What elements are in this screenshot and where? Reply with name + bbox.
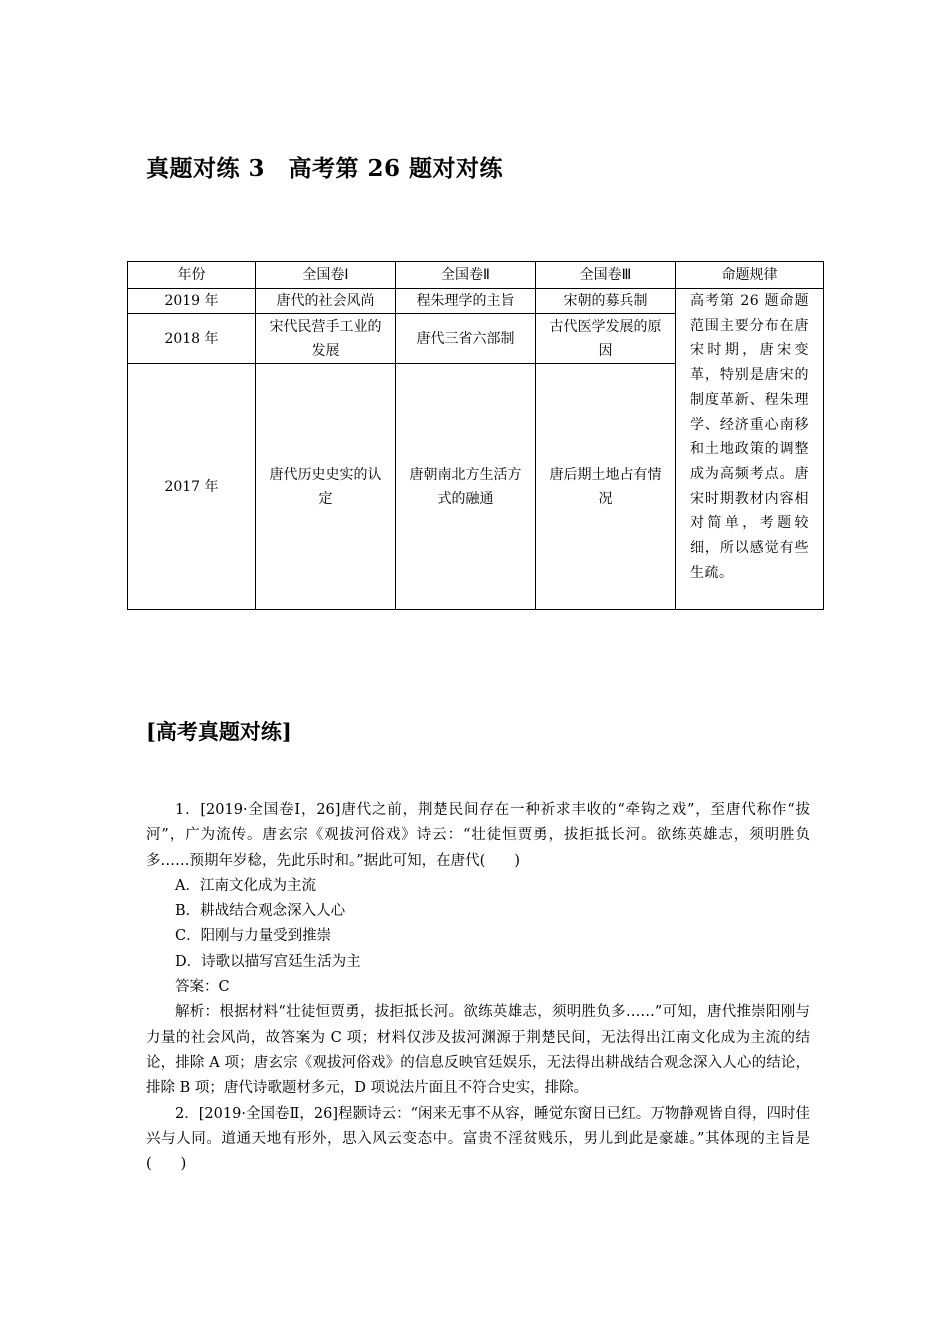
question-1-stem: 1．[2019·全国卷Ⅰ，26]唐代之前，荆楚民间存在一种祈求丰收的“牵钩之戏”，至唐代称作“拔河”，广为流传。唐玄宗《观拔河俗戏》诗云：“壮徒恒贾勇，拔拒抵长河。欲练英雄志，须明胜负多……预期年岁稔，先此乐时和。”据此可知，在唐代( ): [146, 802, 810, 869]
cell-paper-3: 古代医学发展的原因: [536, 314, 676, 364]
question-1-option-c: C．阳刚与力量受到推崇: [175, 928, 332, 945]
question-2-stem: 2．[2019·全国卷Ⅱ，26]程颢诗云：“闲来无事不从容，睡觉东窗日已红。万物静观皆自得，四时佳兴与人同。道通天地有形外，思入风云变态中。富贵不淫贫贱乐，男儿到此是豪雄。”其体现的主旨是( ): [146, 1105, 810, 1173]
table-header-row: [128, 262, 824, 289]
header-paper-1: 全国卷Ⅰ: [256, 262, 396, 289]
cell-paper-3: 唐后期土地占有情况: [536, 364, 676, 610]
question-1-option-b: B．耕战结合观念深入人心: [175, 903, 346, 920]
exam-summary-table: [127, 261, 824, 610]
cell-paper-2: 程朱理学的主旨: [396, 289, 536, 314]
header-paper-3: 全国卷Ⅲ: [536, 262, 676, 289]
cell-year: 2018 年: [128, 314, 256, 364]
header-year: 年份: [128, 262, 256, 289]
questions-body: [146, 798, 810, 1177]
header-paper-2: 全国卷Ⅱ: [396, 262, 536, 289]
cell-paper-1: 唐代历史史实的认定: [256, 364, 396, 610]
section-heading: [高考真题对练]: [146, 719, 292, 744]
cell-paper-2: 唐朝南北方生活方式的融通: [396, 364, 536, 610]
question-1-option-a: A．江南文化成为主流: [175, 877, 316, 894]
cell-paper-3: 宋朝的募兵制: [536, 289, 676, 314]
cell-year: 2019 年: [128, 289, 256, 314]
header-rule: 命题规律: [676, 262, 824, 289]
question-1-option-d: D．诗歌以描写宫廷生活为主: [175, 953, 361, 970]
cell-rule: 高考第 26 题命题范围主要分布在唐宋时期，唐宋变革，特别是唐宋的制度革新、程朱理学、经济重心南移和土地政策的调整成为高频考点。唐宋时期教材内容相对简单，考题较细，所以感觉有些生疏。: [676, 289, 824, 610]
cell-year: 2017 年: [128, 364, 256, 610]
cell-paper-2: 唐代三省六部制: [396, 314, 536, 364]
question-1-analysis: 解析：根据材料“壮徒恒贾勇，拔拒抵长河。欲练英雄志，须明胜负多……”可知，唐代推崇阳刚与力量的社会风尚，故答案为 C 项；材料仅涉及拔河渊源于荆楚民间，无法得出江南文化成为主流的结论，排除 A 项；唐玄宗《观拔河俗戏》的信息反映官廷娱乐，无法得出耕战结合观念深入人心的结论，排除 B 项；唐代诗歌题材多元，D 项说法片面且不符合史实，排除。: [146, 1004, 810, 1097]
cell-paper-1: 唐代的社会风尚: [256, 289, 396, 314]
table-row: [128, 289, 824, 314]
question-1-answer: 答案：C: [175, 979, 230, 996]
page-title: 真题对练 3 高考第 26 题对对练: [146, 155, 504, 182]
cell-paper-1: 宋代民营手工业的发展: [256, 314, 396, 364]
